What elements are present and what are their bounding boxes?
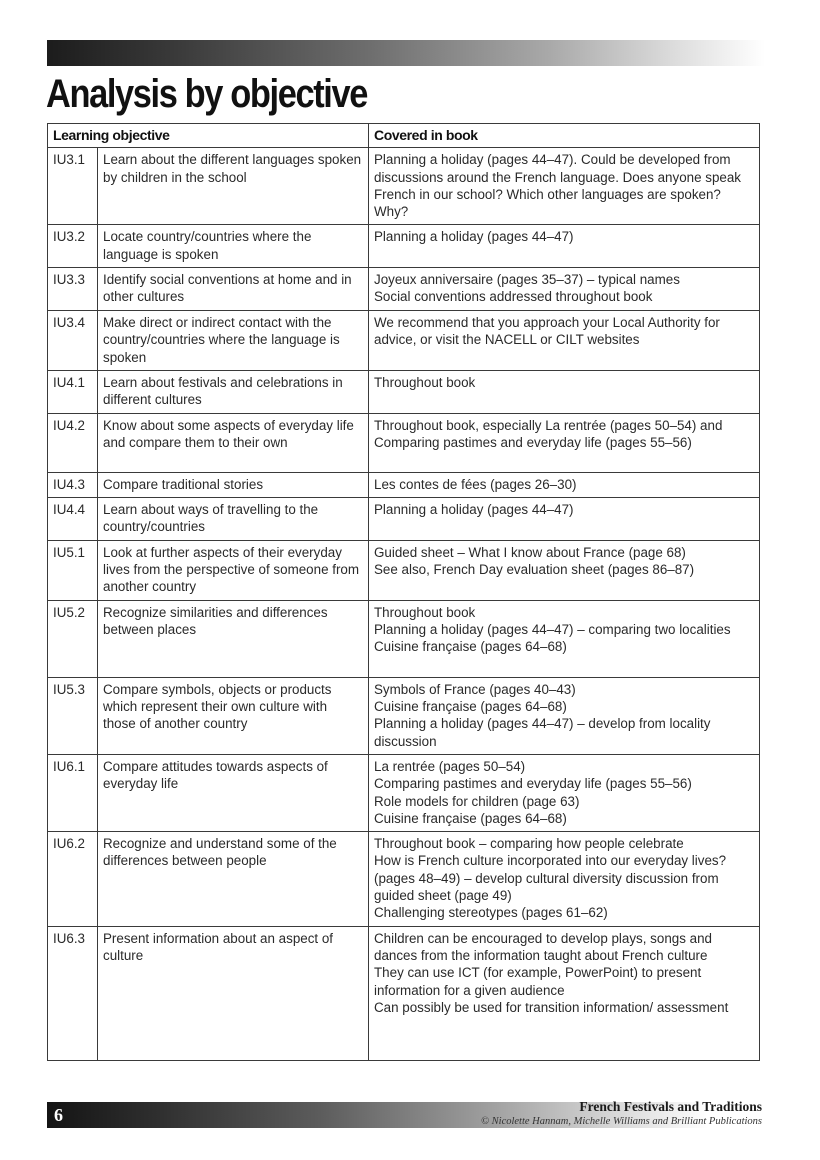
covered-in-book bbox=[369, 832, 760, 926]
covered-in-book bbox=[369, 370, 760, 413]
objective-code: IU6.3 bbox=[48, 926, 98, 1060]
covered-line: Planning a holiday (pages 44–47) bbox=[374, 229, 574, 245]
objective-text: Compare traditional stories bbox=[98, 472, 369, 497]
covered-line: Joyeux anniversaire (pages 35–37) – typical names bbox=[374, 272, 680, 288]
covered-in-book bbox=[369, 413, 760, 472]
objectives-table bbox=[47, 123, 760, 1061]
page-title: Analysis by objective bbox=[46, 72, 367, 116]
covered-line: Cuisine française (pages 64–68) bbox=[374, 639, 567, 655]
covered-line: Throughout book bbox=[374, 374, 476, 390]
covered-line: Planning a holiday (pages 44–47) bbox=[374, 501, 574, 517]
covered-in-book bbox=[369, 268, 760, 311]
covered-line: Comparing pastimes and everyday life (pages 55–56) bbox=[374, 776, 692, 792]
covered-line: Les contes de fées (pages 26–30) bbox=[374, 476, 577, 492]
covered-line: See also, French Day evaluation sheet (pages 86–87) bbox=[374, 562, 695, 578]
footer-book-title: French Festivals and Traditions bbox=[579, 1099, 762, 1114]
covered-in-book bbox=[369, 497, 760, 540]
covered-in-book bbox=[369, 540, 760, 600]
covered-line: Children can be encouraged to develop plays, songs and dances from the information taught about French culture bbox=[374, 930, 712, 963]
covered-line: How is French culture incorporated into our everyday lives? (pages 48–49) – develop cultural diversity discussion from guided sheet (page 49) bbox=[374, 853, 727, 904]
objective-text: Look at further aspects of their everyday lives from the perspective of someone from another country bbox=[98, 540, 369, 600]
header-gradient-bar bbox=[47, 40, 765, 66]
covered-in-book bbox=[369, 600, 760, 677]
table-row bbox=[48, 370, 760, 413]
table-row bbox=[48, 497, 760, 540]
objective-code: IU5.2 bbox=[48, 600, 98, 677]
covered-line: Symbols of France (pages 40–43) bbox=[374, 681, 576, 697]
covered-line: Social conventions addressed throughout book bbox=[374, 289, 653, 305]
covered-in-book bbox=[369, 677, 760, 754]
covered-in-book bbox=[369, 472, 760, 497]
covered-line: Cuisine française (pages 64–68) bbox=[374, 810, 567, 826]
objective-text: Learn about the different languages spoken by children in the school bbox=[98, 148, 369, 225]
covered-in-book bbox=[369, 148, 760, 225]
objective-code: IU5.1 bbox=[48, 540, 98, 600]
table-row bbox=[48, 148, 760, 225]
table-row bbox=[48, 926, 760, 1060]
table-row bbox=[48, 225, 760, 268]
covered-in-book bbox=[369, 225, 760, 268]
covered-line: Planning a holiday (pages 44–47) – develop from locality discussion bbox=[374, 716, 711, 749]
covered-in-book bbox=[369, 926, 760, 1060]
table-row bbox=[48, 754, 760, 831]
table-row bbox=[48, 677, 760, 754]
objective-code: IU3.2 bbox=[48, 225, 98, 268]
objective-text: Make direct or indirect contact with the country/countries where the language is spoken bbox=[98, 311, 369, 371]
header-learning-objective: Learning objective bbox=[48, 124, 369, 148]
table-row bbox=[48, 600, 760, 677]
objective-code: IU3.3 bbox=[48, 268, 98, 311]
covered-line: Cuisine française (pages 64–68) bbox=[374, 699, 567, 715]
covered-line: Throughout book – comparing how people celebrate bbox=[374, 836, 684, 852]
objective-code: IU6.2 bbox=[48, 832, 98, 926]
objective-text: Know about some aspects of everyday life and compare them to their own bbox=[98, 413, 369, 472]
table-row bbox=[48, 311, 760, 371]
covered-line: Can possibly be used for transition information/ assessment bbox=[374, 999, 729, 1015]
covered-line: We recommend that you approach your Local Authority for advice, or visit the NACELL or CILT websites bbox=[374, 315, 720, 348]
covered-line: They can use ICT (for example, PowerPoint) to present information for a given audience bbox=[374, 965, 702, 998]
objective-text: Compare symbols, objects or products which represent their own culture with those of another country bbox=[98, 677, 369, 754]
objective-text: Recognize and understand some of the differences between people bbox=[98, 832, 369, 926]
table-row bbox=[48, 268, 760, 311]
objective-text: Compare attitudes towards aspects of everyday life bbox=[98, 754, 369, 831]
covered-in-book bbox=[369, 311, 760, 371]
covered-line: La rentrée (pages 50–54) bbox=[374, 758, 526, 774]
objective-code: IU4.3 bbox=[48, 472, 98, 497]
objective-text: Present information about an aspect of culture bbox=[98, 926, 369, 1060]
covered-line: Challenging stereotypes (pages 61–62) bbox=[374, 905, 608, 921]
table-header-row bbox=[48, 124, 760, 148]
objective-code: IU5.3 bbox=[48, 677, 98, 754]
covered-line: Guided sheet – What I know about France (page 68) bbox=[374, 544, 686, 560]
table-row bbox=[48, 832, 760, 926]
objective-text: Learn about ways of travelling to the country/countries bbox=[98, 497, 369, 540]
covered-line: Throughout book, especially La rentrée (pages 50–54) and Comparing pastimes and everyday life (pages 55–56) bbox=[374, 417, 723, 450]
objective-text: Identify social conventions at home and in other cultures bbox=[98, 268, 369, 311]
objective-code: IU3.4 bbox=[48, 311, 98, 371]
objective-text: Learn about festivals and celebrations in different cultures bbox=[98, 370, 369, 413]
header-covered-in-book: Covered in book bbox=[369, 124, 760, 148]
objective-code: IU3.1 bbox=[48, 148, 98, 225]
table-row bbox=[48, 540, 760, 600]
objective-code: IU4.2 bbox=[48, 413, 98, 472]
table-row bbox=[48, 472, 760, 497]
covered-in-book bbox=[369, 754, 760, 831]
covered-line: Throughout book bbox=[374, 604, 476, 620]
covered-line: Planning a holiday (pages 44–47) – comparing two localities bbox=[374, 622, 731, 638]
covered-line: Role models for children (page 63) bbox=[374, 793, 580, 809]
objective-text: Recognize similarities and differences between places bbox=[98, 600, 369, 677]
objective-code: IU6.1 bbox=[48, 754, 98, 831]
footer-copyright: © Nicolette Hannam, Michelle Williams and Brilliant Publications bbox=[481, 1116, 762, 1127]
objective-text: Locate country/countries where the language is spoken bbox=[98, 225, 369, 268]
objective-code: IU4.1 bbox=[48, 370, 98, 413]
objective-code: IU4.4 bbox=[48, 497, 98, 540]
page-number: 6 bbox=[54, 1105, 63, 1125]
covered-line: Planning a holiday (pages 44–47). Could be developed from discussions around the French language. Does anyone speak French in our school? Which other languages are spoken? Why? bbox=[374, 152, 741, 220]
table-row bbox=[48, 413, 760, 472]
